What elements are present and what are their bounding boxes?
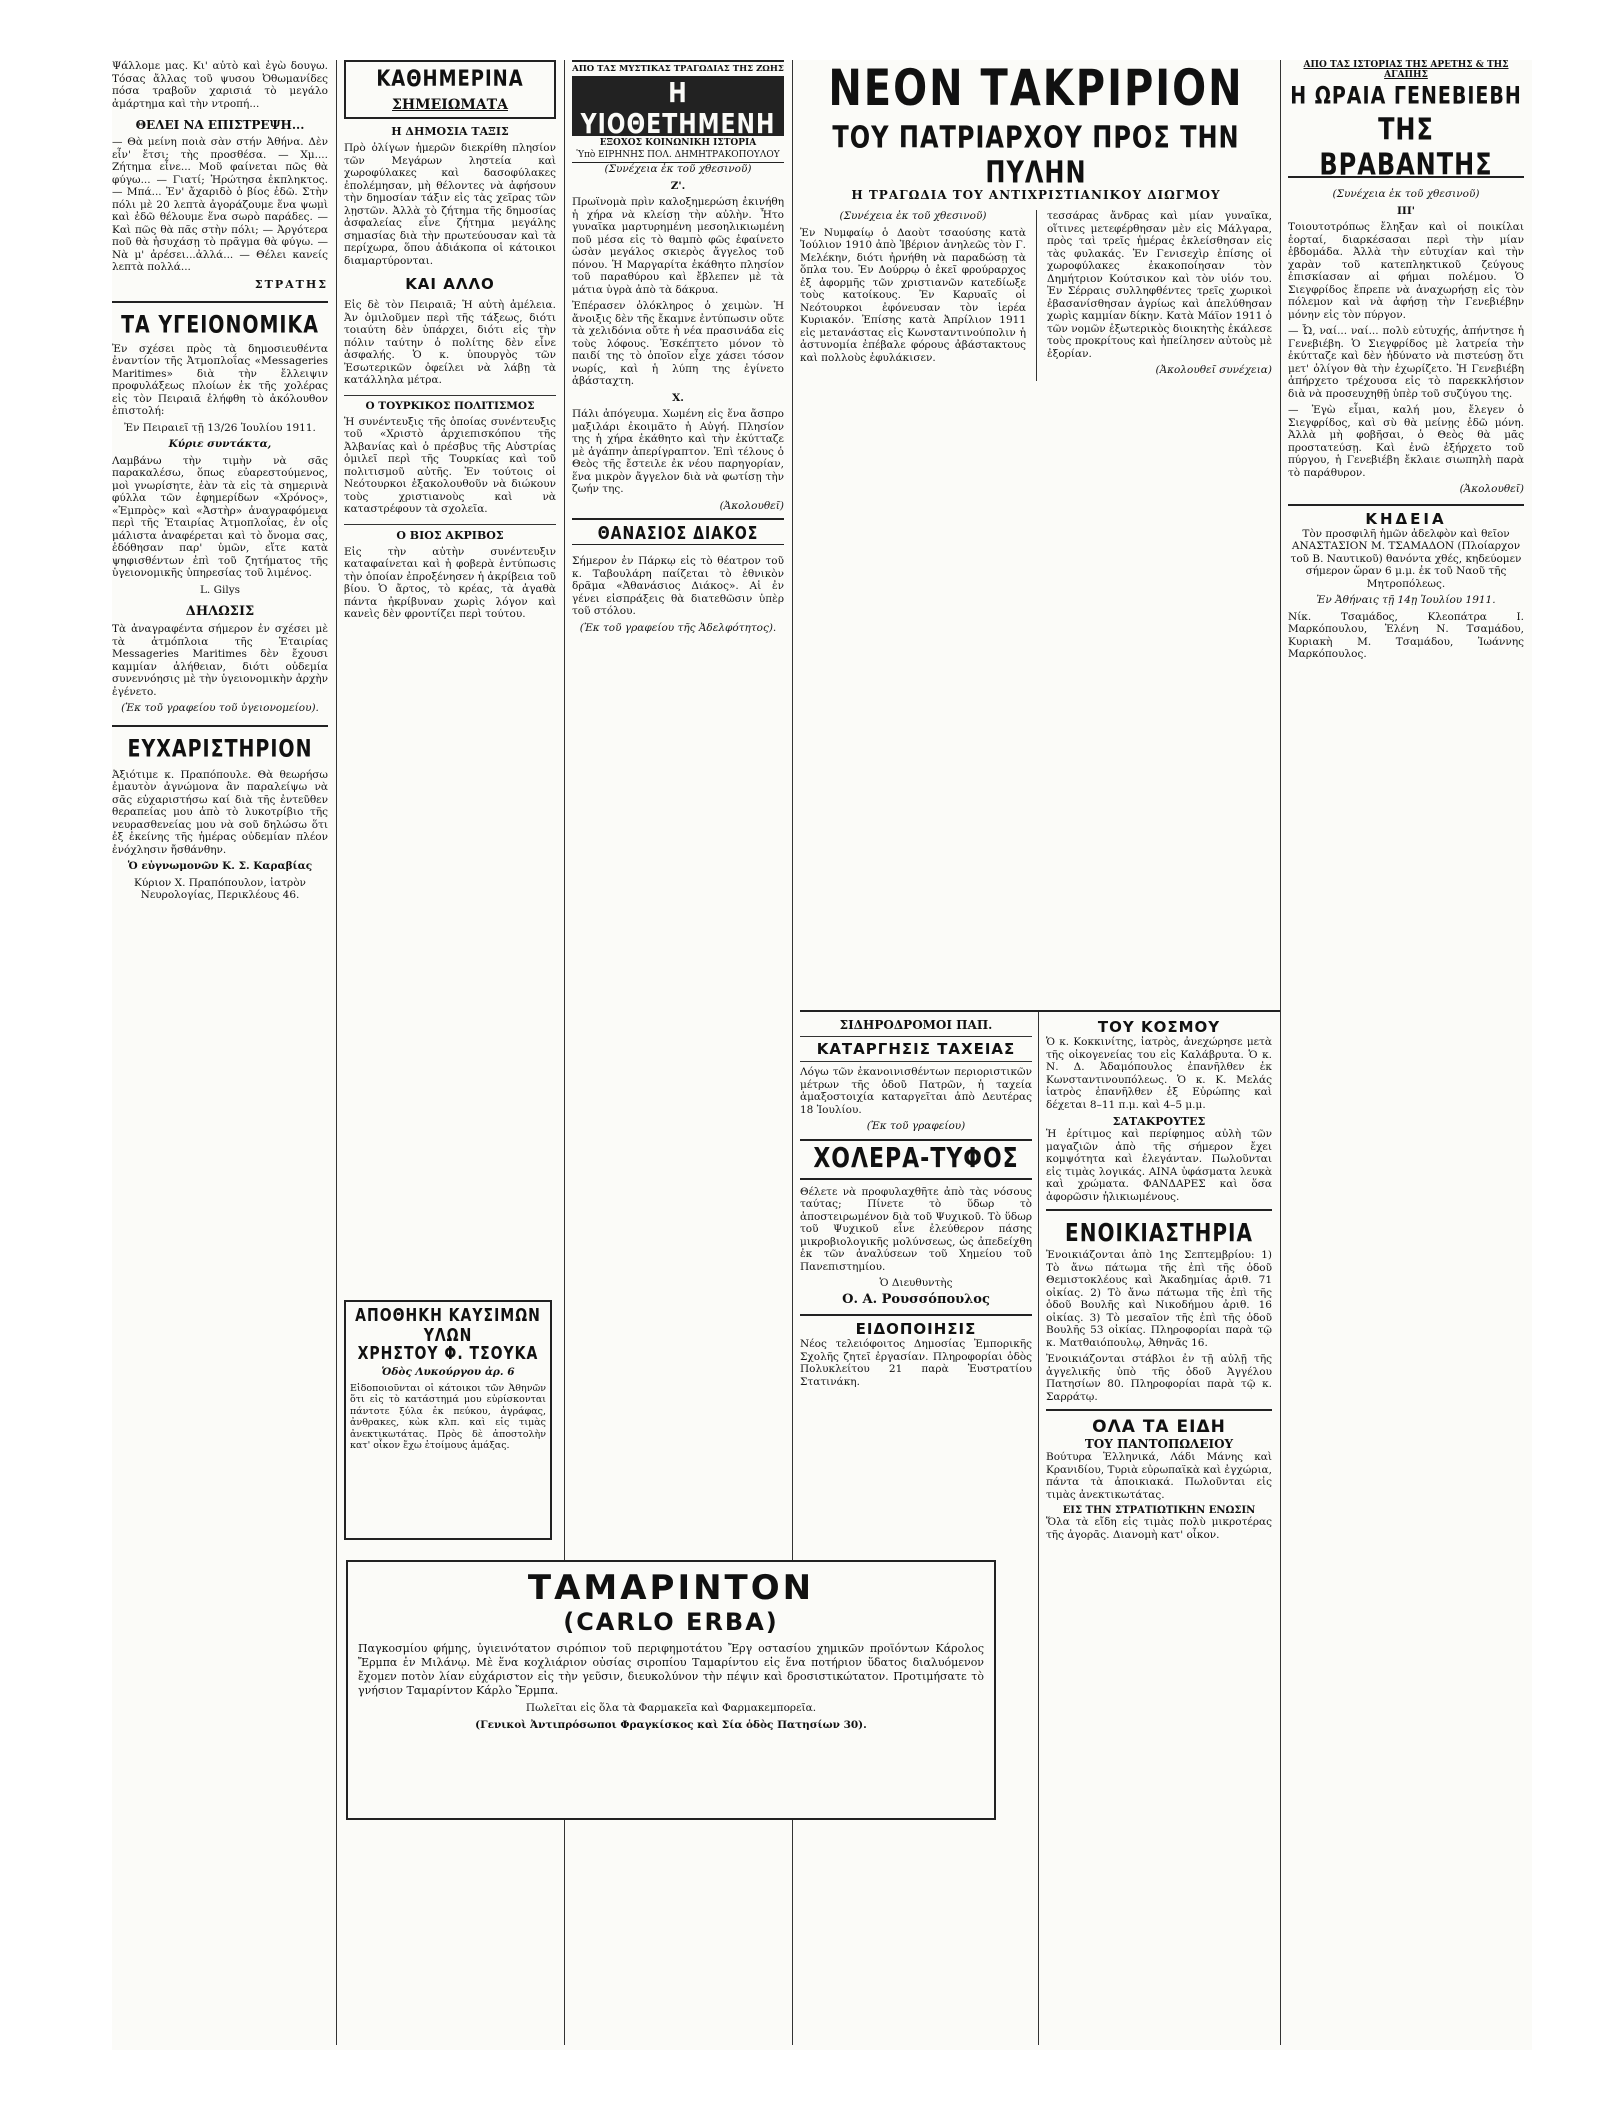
theatre-ad-title: ΘΑΝΑΣΙΟΣ ΔΙΑΚΟΣ [572, 518, 784, 545]
society-body: Ὁ κ. Κοκκινίτης, ἰατρὸς, ἀνεχώρησε μετὰ τῆς οἰκογενείας του εἰς Καλάβρυτα. Ὁ κ. Ν. Δ. Ἀδαμόπουλος ἐπανῆλθεν ἐκ Κωνσταντινουπόλεως. Ὁ κ. Κ. Μελάς ἰατρὸς ἐπανῆλθεν ἐξ Εὐρώπης καὶ δέχεται 8–11 π.μ. καὶ 4–5 μ.μ. [1046, 1036, 1276, 1111]
lead-title: ΝΕΟΝ ΤΑΚΡΙΡΙΟΝ [828, 60, 1244, 118]
rail-body: Λόγω τῶν ἐκανοινισθέντων περιοριστικῶν μέτρων τῆς ὁδοῦ Πατρῶν, ἡ ταχεία ἀμαξοστοιχία καταργεῖται ἀπὸ Δευτέρας 18 Ἰουλίου. [800, 1066, 1036, 1116]
lead-continued: (Συνέχεια ἐκ τοῦ χθεσινοῦ) [839, 210, 987, 222]
column-rule [1280, 60, 1281, 2045]
serial-body: Ἐπέρασεν ὁλόκληρος ὁ χειμὼν. Ἡ ἄνοιξις δὲν τῆς ἔκαμνε ἐντύπωσιν οὔτε τὰ χελιδόνια οὔτε ἡ νέα πρασινάδα εἰς τοὺς λόφους. Ἐσκέπτετο μόνον τὸ παιδί της τὸ ὁποῖον εἶχε χάσει τόσον νωρίς, καὶ ἡ λύπη της ἐγίνετο ἀβάσταχτη. [572, 300, 788, 387]
serial-header [572, 60, 784, 163]
ad-body: Εἰδοποιοῦνται οἱ κάτοικοι τῶν Ἀθηνῶν ὅτι εἰς τὸ κατάστημά μου εὑρίσκονται πάντοτε ξύλα ἐκ πεύκου, ἀγράφας, ἀνθρακες, κὼκ κλπ. καὶ εἰς τιμὰς ἀνεκτικωτάτας. Πρὸς δὲ ἀποστολὴν κατ' οἶκον ἔχω ἑτοίμους ἀμάξας. [350, 1382, 546, 1451]
lead-text: Ἐν Νυμφαίῳ ὁ Δαοὺτ τσαούσης κατὰ Ἰούλιον 1910 ἀπὸ Ἰβέριον ἀνηλεῶς τὸν Γ. Μελέκην, διότι ἠρνήθη νὰ παραδώσῃ τὰ ὅπλα του. Ἐν Δούρρῳ ὁ ἐκεῖ φρούραρχος ἐξ ἀφορμῆς τῶν χριστιανῶν κατεδίωξε τοὺς κατοίκους. Ἐν Καρυαῖς οἱ Νεότουρκοι ἐφόνευσαν τὸν ἱερέα Κυριακόν. Ἐπίσης κατὰ Ἀπρίλιον 1911 εἰς μετανάστας εἰς Κωνσταντινούπολιν ἡ ἀστυνομία ἐπέβαλε φόρους ἀβάστακτους καὶ πολλοὺς ἐφυλάκισεν. [800, 226, 1030, 364]
section-body: Εἰς δὲ τὸν Πειραιᾶ; Ἡ αὐτὴ ἀμέλεια. Ἀν ὁμιλοῦμεν περὶ τῆς τάξεως, διότι τοιαύτη δὲν ὑπάρχει, διότι εἰς τὴν πόλιν ταύτην ὁ πολίτης δὲν εἶνε ἀσφαλής. Ὁ κ. ὑπουργὸς τῶν Ἐσωτερικῶν ὀφείλει νὰ λάβῃ τὰ κατάλληλα μέτρα. [344, 299, 560, 386]
serial2-body: Τοιουτοτρόπως ἔληξαν καὶ οἱ ποικίλαι ἑορταί, διαρκέσασαι περὶ τὴν μίαν ἑβδομάδα. Ἀλλὰ τὴν εὐτυχίαν καὶ τὴν χαρὰν τοῦ κατεπληκτικοῦ ζεύγους ἐπισκίασαν αἱ φήμαι πολέμου. Ὁ Σιεγφρίδος ἔπρεπε νὰ ἀναχωρήσῃ εἰς τὸν πόλεμον καὶ νὰ ἀφήσῃ τὴν Γενεβιέβην μόνην εἰς τὸν πύργον. [1288, 221, 1528, 321]
notice-title: ΔΗΛΩΣΙΣ [185, 604, 255, 619]
rail-subtitle: ΚΑΤΑΡΓΗΣΙΣ ΤΑΧΕΙΑΣ [800, 1036, 1032, 1062]
notice-source: (Ἐκ τοῦ γραφείου τοῦ ὑγειονομείου). [121, 702, 319, 714]
lead-follow: (Ἀκολουθεῖ συνέχεια) [1155, 364, 1272, 376]
ad-name: ΧΡΗΣΤΟΥ Φ. ΤΣΟΥΚΑ [357, 1344, 539, 1364]
column-1 [112, 60, 332, 2045]
serial-author: Ὑπὸ ΕΙΡΗΝΗΣ ΠΟΛ. ΔΗΜΗΤΡΑΚΟΠΟΥΛΟΥ [576, 150, 780, 160]
health-body: Ἐν σχέσει πρὸς τὰ δημοσιευθέντα ἐναντίον τῆς Ἀτμοπλοΐας «Messageries Maritimes» διὰ τὴν ἔλλειψιν προφυλάξεως πλοίων ἐκ τῆς χολέρας εἰς τὸν Πειραιᾶ ἐλήφθη τὸ ἀκόλουθον ἐπιστολή: [112, 342, 332, 417]
column-3 [572, 60, 788, 1310]
column-2 [344, 60, 560, 1310]
serial2-continued: (Συνέχεια ἐκ τοῦ χθεσινοῦ) [1332, 188, 1480, 200]
rentals-body: Ἐνοικιάζονται στάβλοι ἐν τῇ αὐλῇ τῆς ἀγγελικῆς ὑπὸ τῆς ὁδοῦ Ἀγγέλου Πατησίων 80. Πληροφορίαι παρὰ τῷ κ. Σαρράτῳ. [1046, 1353, 1276, 1403]
cholera-title: ΧΟΛΕΡΑ-ΤΥΦΟΣ [813, 1142, 1019, 1174]
notices-title: ΕΙΔΟΠΟΙΗΣΙΣ [855, 1320, 977, 1338]
lead-col-right [1046, 210, 1276, 381]
section-body: Πρὸ ὀλίγων ἡμερῶν διεκρίθη πλησίον τῶν Μεγάρων ληστεία καὶ χωροφύλακες καὶ δασοφύλακες ἐπολέμησαν, μὴ θέλοντες νὰ ἀφήσουν τὴν δημοσίαν τάξιν εἰς τὰς χεῖρας τῶν λῃστῶν. Ἀλλὰ τὸ ζήτημα τῆς δημοσίας ἀσφαλείας εἶνε ζήτημα μεγάλης σημασίας διὰ τὴν πρωτεύουσαν καὶ τὰ περίχωρα, ὅπου ἀδιάκοπα οἱ κάτοικοι διαμαρτύρονται. [344, 142, 560, 267]
song-title: ΘΕΛΕΙ ΝΑ ΕΠΙΣΤΡΕΨΗ... [135, 118, 305, 132]
story-intro: Ψάλλομε μας. Κι' αὐτὸ καὶ ἐγὼ δουγω. Τόσας ἄλλας τοῦ ψυσου Ὀθωμανίδες πόσα τραβοῦν χαρισιά τὸ μεγάλο ἀμάρτημα καὶ τὴν ντροπή... [112, 60, 332, 110]
serial2-follow: (Ἀκολουθεῖ) [1459, 483, 1524, 495]
column-rule [1038, 1010, 1039, 2045]
society-title: ΤΟΥ ΚΟΣΜΟΥ [1097, 1018, 1221, 1036]
notices-body: Νέος τελειόφοιτος Δημοσίας Ἐμπορικῆς Σχολῆς ζητεῖ ἐργασίαν. Πληροφορίαι ὁδὸς Πολυκλείτου 21 παρὰ Ἐυστρατίου Στατινάκη. [800, 1338, 1036, 1388]
serial2-title: Η ΩΡΑΙΑ ΓΕΝΕΒΙΕΒΗ [1290, 82, 1522, 110]
column-rule [336, 60, 337, 2045]
letter-signature: L. Gilys [199, 583, 241, 596]
theatre-ad-source: (Ἐκ τοῦ γραφείου τῆς Ἀδελφότητος). [579, 621, 777, 634]
society-body: Ἡ ἐρίτιμος καὶ περίφημος αὐλὴ τῶν μαγαζιῶν ἀπὸ τῆς σήμερον ἔχει κομψότητα καὶ ἐλεγάνταν. Πωλοῦνται εἰς τιμὰς λογικάς. ΑΙΝΑ ὑφάσματα λευκὰ καὶ χρώματα. ΦΑΝΔΑΡΕΣ καὶ ὅσα ἀφορῶσιν ἡλικιωμένους. [1046, 1128, 1276, 1203]
lead-text: τεσσάρας ἄνδρας καὶ μίαν γυναῖκα, οἵτινες μετεφέρθησαν μὲν εἰς Μάλγαρα, πρὸς ταὶ τρεῖς ἡμέρας ἐκλείσθησαν εἰς τὰς φυλακάς. Ἐν Γενισεχὶρ ἐπίσης οἱ χωροφύλακες ἐκακοποίησαν τὸν Δημήτριον Κούτσικον καὶ τὸν υἱόν του. Ἐν Σέρραις συλληφθέντες τρεῖς χωρικοὶ ἐβασανίσθησαν ἀγρίως καὶ ἀπελύθησαν χωρὶς καμμίαν δίκην. Κατὰ Μάϊον 1911 ὁ τῶν νομῶν ἐξωτερικὸς διοικητὴς ἐκάλεσε τοὺς προκρίτους καὶ ἠπείλησεν αὐτοὺς μὲ ἐξορίαν. [1046, 210, 1276, 360]
column-masthead: ΚΑΘΗΜΕΡΙΝΑ [376, 66, 524, 93]
newspaper-page [112, 60, 1532, 2050]
cholera-signature: Ὁ Διευθυντὴς [879, 1277, 953, 1289]
serial-title: Η ΥΙΟΘΕΤΗΜΕΝΗ [572, 76, 784, 136]
tamarindo-title: ΤΑΜΑΡΙΝΤΟΝ [527, 1568, 815, 1608]
lead-story [800, 60, 1276, 1010]
ad-address: Ὁδὸς Λυκούργου ἀρ. 6 [381, 1366, 515, 1378]
serial2-body: — Ὦ, ναί... ναί... πολὺ εὐτυχής, ἀπήντησε ἡ Γενεβιέβη. Ὁ Σιεγφρίδος μὲ λατρεία τὴν ἐκύτταζε καὶ δὲν ἠδύνατο νὰ πιστεύσῃ ὅτι μετ' ὀλίγον θὰ τὴν ἐχωρίζετο. Ἡ Γενεβιέβη ἀπήρχετο τρέχουσα εἰς τὸ παρεκκλήσιον διὰ νὰ προσευχηθῇ ὑπὲρ τοῦ συζύγου της. [1288, 325, 1528, 400]
serial2-kicker: ΑΠΟ ΤΑΣ ΙΣΤΟΡΙΑΣ ΤΗΣ ΑΡΕΤΗΣ & ΤΗΣ ΑΓΑΠΗΣ [1303, 60, 1509, 80]
letter-body: Λαμβάνω τὴν τιμὴν νὰ σᾶς παρακαλέσω, ὅπως εὐαρεστούμενος, μοὶ γνωρίσητε, ἐὰν τὰ εἰς τὰ σημερινὰ φύλλα τῶν ἐφημερίδων «Χρόνος», «Ἐμπρὸς» καὶ «Ἀστὴρ» ἀναγραφόμενα περὶ τῆς Ἑταιρίας Ἀτμοπλοΐας, ἐν οἷς μάλιστα ἀναφέρεται καὶ τὸ ὄνομα σας, ἐδόθησαν παρ' ὑμῶν, εἴτε κατὰ ψηφισθέντων ἐπὶ τοῦ ζητήματος τῆς ὑγειονομικῆς ὑπηρεσίας τοῦ λιμένος. [112, 454, 332, 579]
divider [112, 725, 328, 727]
divider [1046, 1409, 1272, 1411]
letter-date: Ἐν Πειραιεῖ τῇ 13/26 Ἰουλίου 1911. [124, 421, 316, 434]
section-title: Ο ΒΙΟΣ ΑΚΡΙΒΟΣ [344, 524, 556, 542]
thanks-recipient: Κύριον Χ. Πραπόπουλον, ἰατρὸν Νευρολογίας, Περικλέους 46. [134, 876, 310, 901]
rail-source: (Ἐκ τοῦ γραφείου) [866, 1120, 966, 1132]
shop-body: Ὅλα τὰ εἴδη εἰς τιμὰς πολὺ μικροτέρας τῆς ἀγορᾶς. Διανομὴ κατ' οἶκον. [1046, 1516, 1276, 1541]
letter-address: Κύριε συντάκτα, [168, 438, 272, 450]
section-title: Η ΔΗΜΟΣΙΑ ΤΑΞΙΣ [391, 125, 509, 138]
chapter-number: Ζ'. [670, 179, 686, 192]
thanks-body: Ἀξιότιμε κ. Πραπόπουλε. Θὰ θεωρήσω ἐμαυτὸν ἀγνώμονα ἂν παραλείψω νὰ σᾶς εὐχαριστήσω καί διὰ τῆς ἐντεῦθεν θεραπείας μου ἀπὸ τὸ λυκοτρίβιο τῆς νευρασθενείας μου νὰ σοῦ δηλώσω ὅτι ἐξ ἐκείνης τῆς ἡμέρας οὐδεμίαν πλέον ἐνόχλησιν ἤσθάνθην. [112, 768, 332, 856]
shop-body: Βούτυρα Ἑλληνικά, Λάδι Μάνης καὶ Κρανιδίου, Τυριὰ εὐρωπαϊκὰ καὶ ἐγχώρια, πάντα τὰ ἀποικιακά. Πωλοῦνται εἰς τιμὰς ἀνεκτικωτάτας. [1046, 1451, 1276, 1501]
society-subtitle: ΣΑΤΑΚΡΟΥΤΕΣ [1112, 1115, 1206, 1128]
serial-body: Πάλι ἀπόγευμα. Χωμένη εἰς ἕνα ἄσπρο μαξιλάρι ἐκοιμᾶτο ἡ Αὐγή. Πλησίον της ἡ χήρα ἐκάθητο καὶ τὴν ἐκύτταζε μὲ ἀγάπην ἀπερίγραπτον. Ἐπὶ τέλους ὁ Θεὸς τῆς ἔστειλε ἐκ νέου παρηγορίαν, ἕνα μικρὸν ἄγγελον διὰ νὰ φωτίσῃ τὴν ζωήν της. [572, 408, 788, 495]
rentals-body: Ἐνοικιάζονται ἀπὸ 1ης Σεπτεμβρίου: 1) Τὸ ἄνω πάτωμα τῆς ἐπὶ τῆς ὁδοῦ Θεμιστοκλέους καὶ Ἀκαδημίας ἀριθ. 71 οἰκίας. 2) Τὸ ἄνω πάτωμα τῆς ἐπὶ τῆς ὁδοῦ Βουλῆς καὶ Νικοδήμου ἀριθ. 16 οἰκίας. 3) Τὸ μεσαῖον τῆς ἐπὶ τῆς ὁδοῦ Βουλῆς 53 οἰκίας. Πληροφορίαι παρὰ τῷ κ. Ματθαιόπουλῳ, Ἀθηνᾶς 16. [1046, 1249, 1276, 1349]
lead-title-2: ΤΟΥ ΠΑΤΡΙΑΡΧΟΥ ΠΡΟΣ ΤΗΝ ΠΥΛΗΝ [832, 120, 1240, 190]
lead-subtitle: Η ΤΡΑΓΩΔΙΑ ΤΟΥ ΑΝΤΙΧΡΙΣΤΙΑΝΙΚΟΥ ΔΙΩΓΜΟΥ [851, 188, 1221, 202]
cholera-body: Θέλετε νὰ προφυλαχθῆτε ἀπὸ τὰς νόσους ταύτας; Πίνετε τὸ ὕδωρ τὸ ἀποστειρωμένον διὰ τοῦ Ψυχικοῦ. Τὸ ὕδωρ τοῦ Ψυχικοῦ εἶνε ἐλεύθερον πάσης μικροβιολογικῆς μολύνσεως, ὡς ἀπεδείχθη ἐκ τῶν ἀναλύσεων τοῦ Χημείου τοῦ Πανεπιστημίου. [800, 1185, 1036, 1273]
fuel-store-ad [344, 1300, 552, 1540]
tamarindo-sold: Πωλεῖται εἰς ὅλα τὰ Φαρμακεῖα καὶ Φαρμακεμπορεῖα. [525, 1702, 817, 1714]
cholera-name: Ο. Α. Ρουσσόπουλος [842, 1291, 990, 1307]
column-rule [1036, 210, 1037, 381]
section-body: Ἡ συνέντευξις τῆς ὁποίας συνέντευξις τοῦ «Χριστὸ ἀρχιεπισκόπου τῆς Ἀλβανίας καὶ ὁ πρέσβυς τῆς Αὐστρίας ὁμιλεῖ περὶ τῆς Τουρκίας καὶ τοῦ πολιτισμοῦ αὐτῆς. Ἐν τούτοις οἱ Νεότουρκοι ἐξακολουθοῦν νὰ διώκουν τοὺς χριστιανοὺς καὶ νὰ καταστρέφουν τὰ σχολεῖα. [344, 415, 560, 515]
masthead-box [344, 60, 556, 119]
serial-subtitle: ΕΞΟΧΟΣ ΚΟΙΝΩΝΙΚΗ ΙΣΤΟΡΙΑ [599, 138, 757, 148]
thanks-signature: Ὁ εὐγνωμονῶν Κ. Σ. Καραβίας [127, 860, 313, 872]
funeral-date: Ἐν Ἀθήναις τῇ 14ῃ Ἰουλίου 1911. [1316, 594, 1496, 606]
lead-body [800, 210, 1276, 381]
chapter-number: Χ. [672, 391, 684, 404]
shop-title: ΟΛΑ ΤΑ ΕΙΔΗ [1092, 1417, 1226, 1437]
shop-footer: ΕΙΣ ΤΗΝ ΣΤΡΑΤΙΩΤΙΚΗΝ ΕΝΩΣΙΝ [1062, 1505, 1256, 1516]
notice-body: Τὰ ἀναγραφέντα σήμερον ἐν σχέσει μὲ τὰ ἀτμόπλοια τῆς Ἑταιρίας Messageries Maritimes δὲν ἔχουσι καμμίαν ἀλήθειαν, διότι οὐδεμία συνεννόησις μὲ τὴν ὑγειονομικὴν ἀρχὴν ἐγένετο. [112, 623, 332, 698]
health-title: ΤΑ ΥΓΕΙΟΝΟΜΙΚΑ [121, 310, 319, 338]
tamarindo-body: Παγκοσμίου φήμης, ὑγιεινότατον σιρόπιον τοῦ περιφημοτάτου Ἔργ οστασίου χημικῶν προϊόντων Κάρολος Ἔρμπα ἐν Μιλάνῳ. Μὲ ἕνα κοχλιάριον οὐσίας σιροπίου Ταμαρίντου εἰς ἕνα ποτήριον ὕδατος διαλυόμενον ἔχομεν ποτὸν λίαν εὐχάριστον εἰς τὴν γεῦσιν, διευκολύνον τὴν πέψιν καὶ δροσιστικώτατον. Προτιμήσατε τὸ γνήσιον Ταμαρίντον Κάρλο Ἔρμπα. [358, 1642, 988, 1697]
thanks-title: ΕΥΧΑΡΙΣΤΗΡΙΟΝ [127, 734, 313, 762]
serial-follow: (Ἀκολουθεῖ) [719, 499, 784, 512]
rail-title: ΣΙΔΗΡΟΔΡΟΜΟΙ ΠΑΠ. [839, 1018, 993, 1032]
serial2-body: — Ἐγὼ εἶμαι, καλή μου, ἔλεγεν ὁ Σιεγφρίδος, καὶ σὺ θὰ μείνῃς ἐδῶ μόνη. Ἀλλὰ μὴ φοβῆσαι, ὁ Θεὸς θὰ μᾶς προστατεύσῃ. Καὶ ἐνῶ ἐξήρχετο τοῦ πύργου, ἡ Γενεβιέβη ἔκλαιε σιωπηλὴ παρὰ τὸ παράθυρον. [1288, 404, 1528, 479]
funeral-title: ΚΗΔΕΙΑ [1365, 509, 1447, 528]
signature: ΣΤΡΑΤΗΣ [254, 277, 328, 291]
classifieds-column [1046, 1018, 1276, 2043]
serial2-title-2: ΤΗΣ ΒΡΑΒΑΝΤΗΣ [1288, 112, 1524, 178]
cholera-header [800, 1139, 1032, 1180]
tamarindo-agents: (Γενικοὶ Ἀντιπρόσωποι Φραγκίσκος καὶ Σία ὁδὸς Πατησίων 30). [475, 1718, 867, 1731]
lead-col-left [800, 210, 1030, 381]
rentals-title: ΕΝΟΙΚΙΑΣΤΗΡΙΑ [1065, 1217, 1253, 1247]
ad-title: ΑΠΟΘΗΚΗ ΚΑΥΣΙΜΩΝ ΥΛΩΝ [355, 1306, 541, 1346]
theatre-ad-body: Σήμερον ἐν Πάρκῳ εἰς τὸ θέατρον τοῦ κ. Ταβουλάρη παίζεται τὸ ἐθνικὸν δρᾶμα «Ἀθανάσιος Διάκος». Αἱ ἐν γένει εἰσπράξεις θὰ διατεθῶσιν ὑπὲρ τοῦ στόλου. [572, 555, 788, 617]
funeral-names: Νίκ. Τσαμάδος, Κλεοπάτρα Ι. Μαρκόπουλου, Ἑλένη Ν. Τσαμάδου, Κυριακὴ Μ. Τσαμάδου, Ἰωάννης Μαρκόπουλος. [1288, 610, 1528, 660]
divider [800, 1010, 1280, 1012]
serial-kicker: ΑΠΟ ΤΑΣ ΜΥΣΤΙΚΑΣ ΤΡΑΓΩΔΙΑΣ ΤΗΣ ΖΩΗΣ [572, 64, 784, 74]
song-body: — Θὰ μείνη ποιὰ σὰν στήν Ἀθήνα. Δὲν εἶν' ἔτσι; τὴς προσθέσα. — Χμ.... Ζήτημα εἶνε... Μοῦ φαίνεται πῶς θὰ φύγω... — Γιατί; Ἠρώτησα ἐκπληκτος. — Μπά... Ἐν' ἄχαριδὸ ὁ βίος ἐδῶ. Στὴν πόλι μὲ 20 λεπτὰ ἀγοράζουμε ἕνα ψωμὶ καὶ ἐδῶ θέλουμε ἕνα σωρὸ παράδες. — Καὶ πῶς θὰ πᾶς στὴν πόλι; — Ἀργότερα ποῦ θὰ ἡσυχάσῃ τὸ πρᾶγμα θὰ φύγω. — Νὰ μ' ἀρέσει...ἀλλά... — Θέλει κανείς λεπτὰ πολλά... [112, 136, 332, 273]
funeral-body: Τὸν προσφιλῆ ἡμῶν ἀδελφὸν καὶ θεῖον ΑΝΑΣΤΑΣΙΟΝ Μ. ΤΣΑΜΑΔΟΝ (Πλοίαρχον τοῦ Β. Ναυτικοῦ) θανόντα χθές, κηδεύομεν σήμερον ὥραν 6 μ.μ. ἐκ τοῦ Ναοῦ τῆς Μητροπόλεως. [1290, 527, 1525, 590]
section-body: Εἰς τὴν αὐτὴν συνέντευξιν καταφαίνεται καὶ ἡ φοβερὰ ἐντύπωσις τὴν ὁποίαν ἐπροξένησεν ἡ ἀκρίβεια τοῦ βίου. Ὁ ἄρτος, τὸ κρέας, τὰ ἀγαθὰ πάντα ἠκρίβυναν χωρὶς λόγον καὶ κανεὶς δὲν φροντίζει περὶ τούτου. [344, 545, 560, 620]
divider [1288, 504, 1524, 506]
column-masthead-sub: ΣΗΜΕΙΩΜΑΤΑ [392, 97, 508, 113]
serial-body: Πρωϊνομὰ πρὶν καλοξημερώση ἐκινήθη ἡ χήρα νὰ κλείσῃ τὴν αὐλὴν. Ἦτο γυναῖκα μαρτυρημένη μεσοηλικιωμένη ποῦ μέσα εἰς τὸ θαμπὸ φῶς ἐφαίνετο ὡσὰν μεγάλος σκιερὸς ἄγγελος τοῦ πόνου. Ἡ Μαργαρίτα ἐκάθητο πλησίον τοῦ παραθύρου καὶ ἔβλεπεν μὲ τὰ μάτια ὑγρὰ ἀπὸ τὰ δάκρυα. [572, 196, 788, 296]
serial-continued: (Συνέχεια ἐκ τοῦ χθεσινοῦ) [604, 163, 752, 175]
chapter-number: ΙΙΙ' [1397, 204, 1415, 217]
column-6 [1288, 60, 1528, 2045]
shop-subtitle: ΤΟΥ ΠΑΝΤΟΠΩΛΕΙΟΥ [1084, 1437, 1234, 1451]
divider [1046, 1209, 1272, 1211]
notices-column [800, 1018, 1036, 2043]
tamarindo-brand: (CARLO ERBA) [563, 1608, 779, 1636]
section-title: Ο ΤΟΥΡΚΙΚΟΣ ΠΟΛΙΤΙΣΜΟΣ [344, 395, 556, 412]
divider [112, 301, 328, 303]
section-title: ΚΑΙ ΑΛΛΟ [405, 275, 495, 293]
